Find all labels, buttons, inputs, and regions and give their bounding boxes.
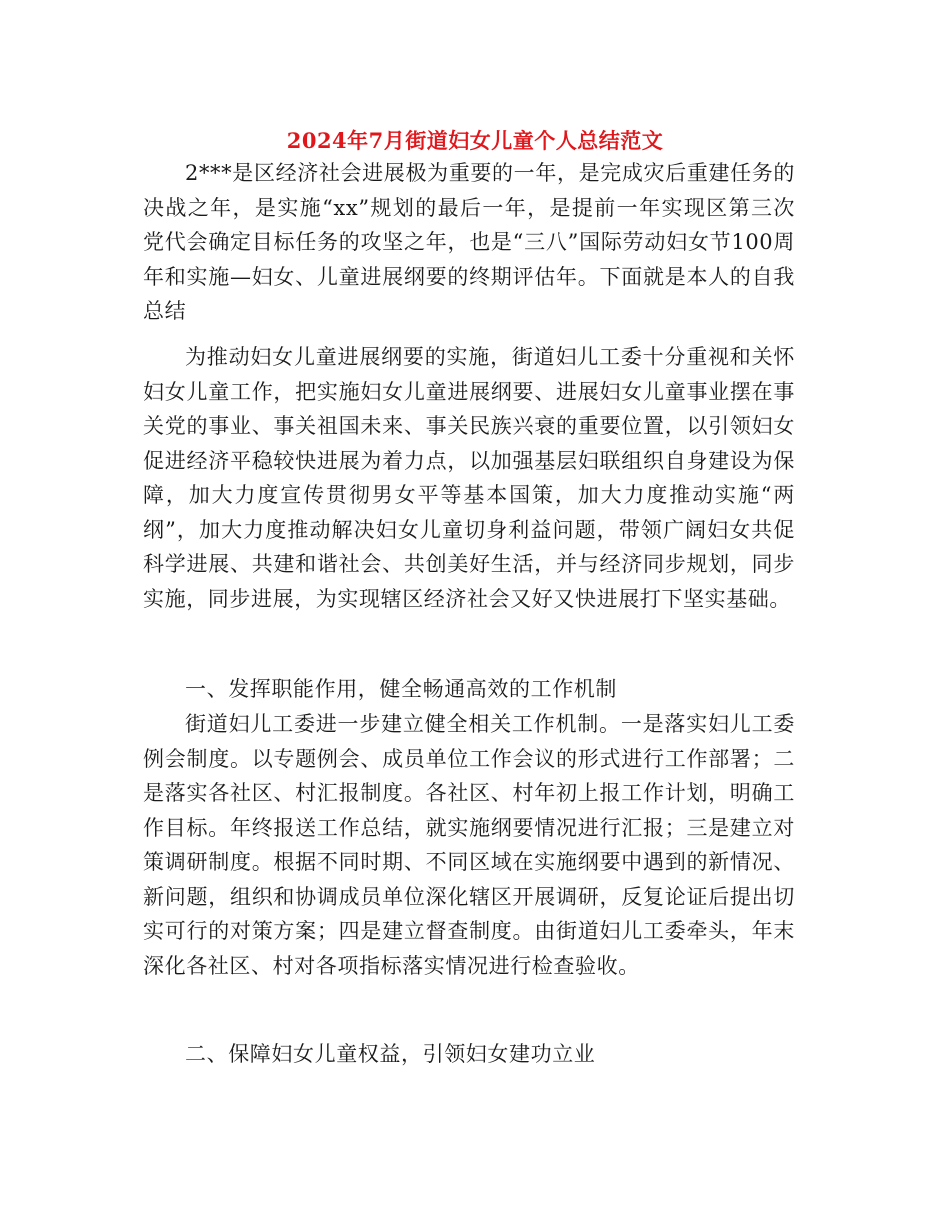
section-heading-2: 二、保障妇女儿童权益，引领妇女建功立业 [185, 1042, 596, 1066]
body-paragraph: 为推动妇女儿童进展纲要的实施，街道妇儿工委十分重视和关怀妇女儿童工作，把实施妇女儿童进展纲要、进展妇女儿童事业摆在事关党的事业、事关祖国未来、事关民族兴衰的重要位置，以引领妇女促进经济平稳较快进展为着力点，以加强基层妇联组织自身建设为保障，加大力度宣传贯彻男女平等基本国策，加大力度推动实施“两纲”，加大力度推动解决妇女儿童切身利益问题，带领广阔妇女共促科学进展、共建和谐社会、共创美好生活，并与经济同步规划，同步实施，同步进展，为实现辖区经济社会又好又快进展打下坚实基础。 [143, 345, 795, 611]
document-title: 2024年7月街道妇女儿童个人总结范文 [286, 128, 664, 154]
intro-paragraph: 2***是区经济社会进展极为重要的一年，是完成灾后重建任务的决战之年，是实施“xx”规划的最后一年，是提前一年实现区第三次党代会确定目标任务的攻坚之年，也是“三八”国际劳动妇女节100周年和实施—妇女、儿童进展纲要的终期评估年。下面就是本人的自我总结 [143, 161, 795, 323]
section-heading-1: 一、发挥职能作用，健全畅通高效的工作机制 [185, 677, 617, 701]
section-1-paragraph: 街道妇儿工委进一步建立健全相关工作机制。一是落实妇儿工委例会制度。以专题例会、成员单位工作会议的形式进行工作部署；二是落实各社区、村汇报制度。各社区、村年初上报工作计划，明确工作目标。年终报送工作总结，就实施纲要情况进行汇报；三是建立对策调研制度。根据不同时期、不同区域在实施纲要中遇到的新情况、新问题，组织和协调成员单位深化辖区开展调研，反复论证后提出切实可行的对策方案；四是建立督查制度。由街道妇儿工委牵头，年末深化各社区、村对各项指标落实情况进行检查验收。 [143, 712, 795, 978]
